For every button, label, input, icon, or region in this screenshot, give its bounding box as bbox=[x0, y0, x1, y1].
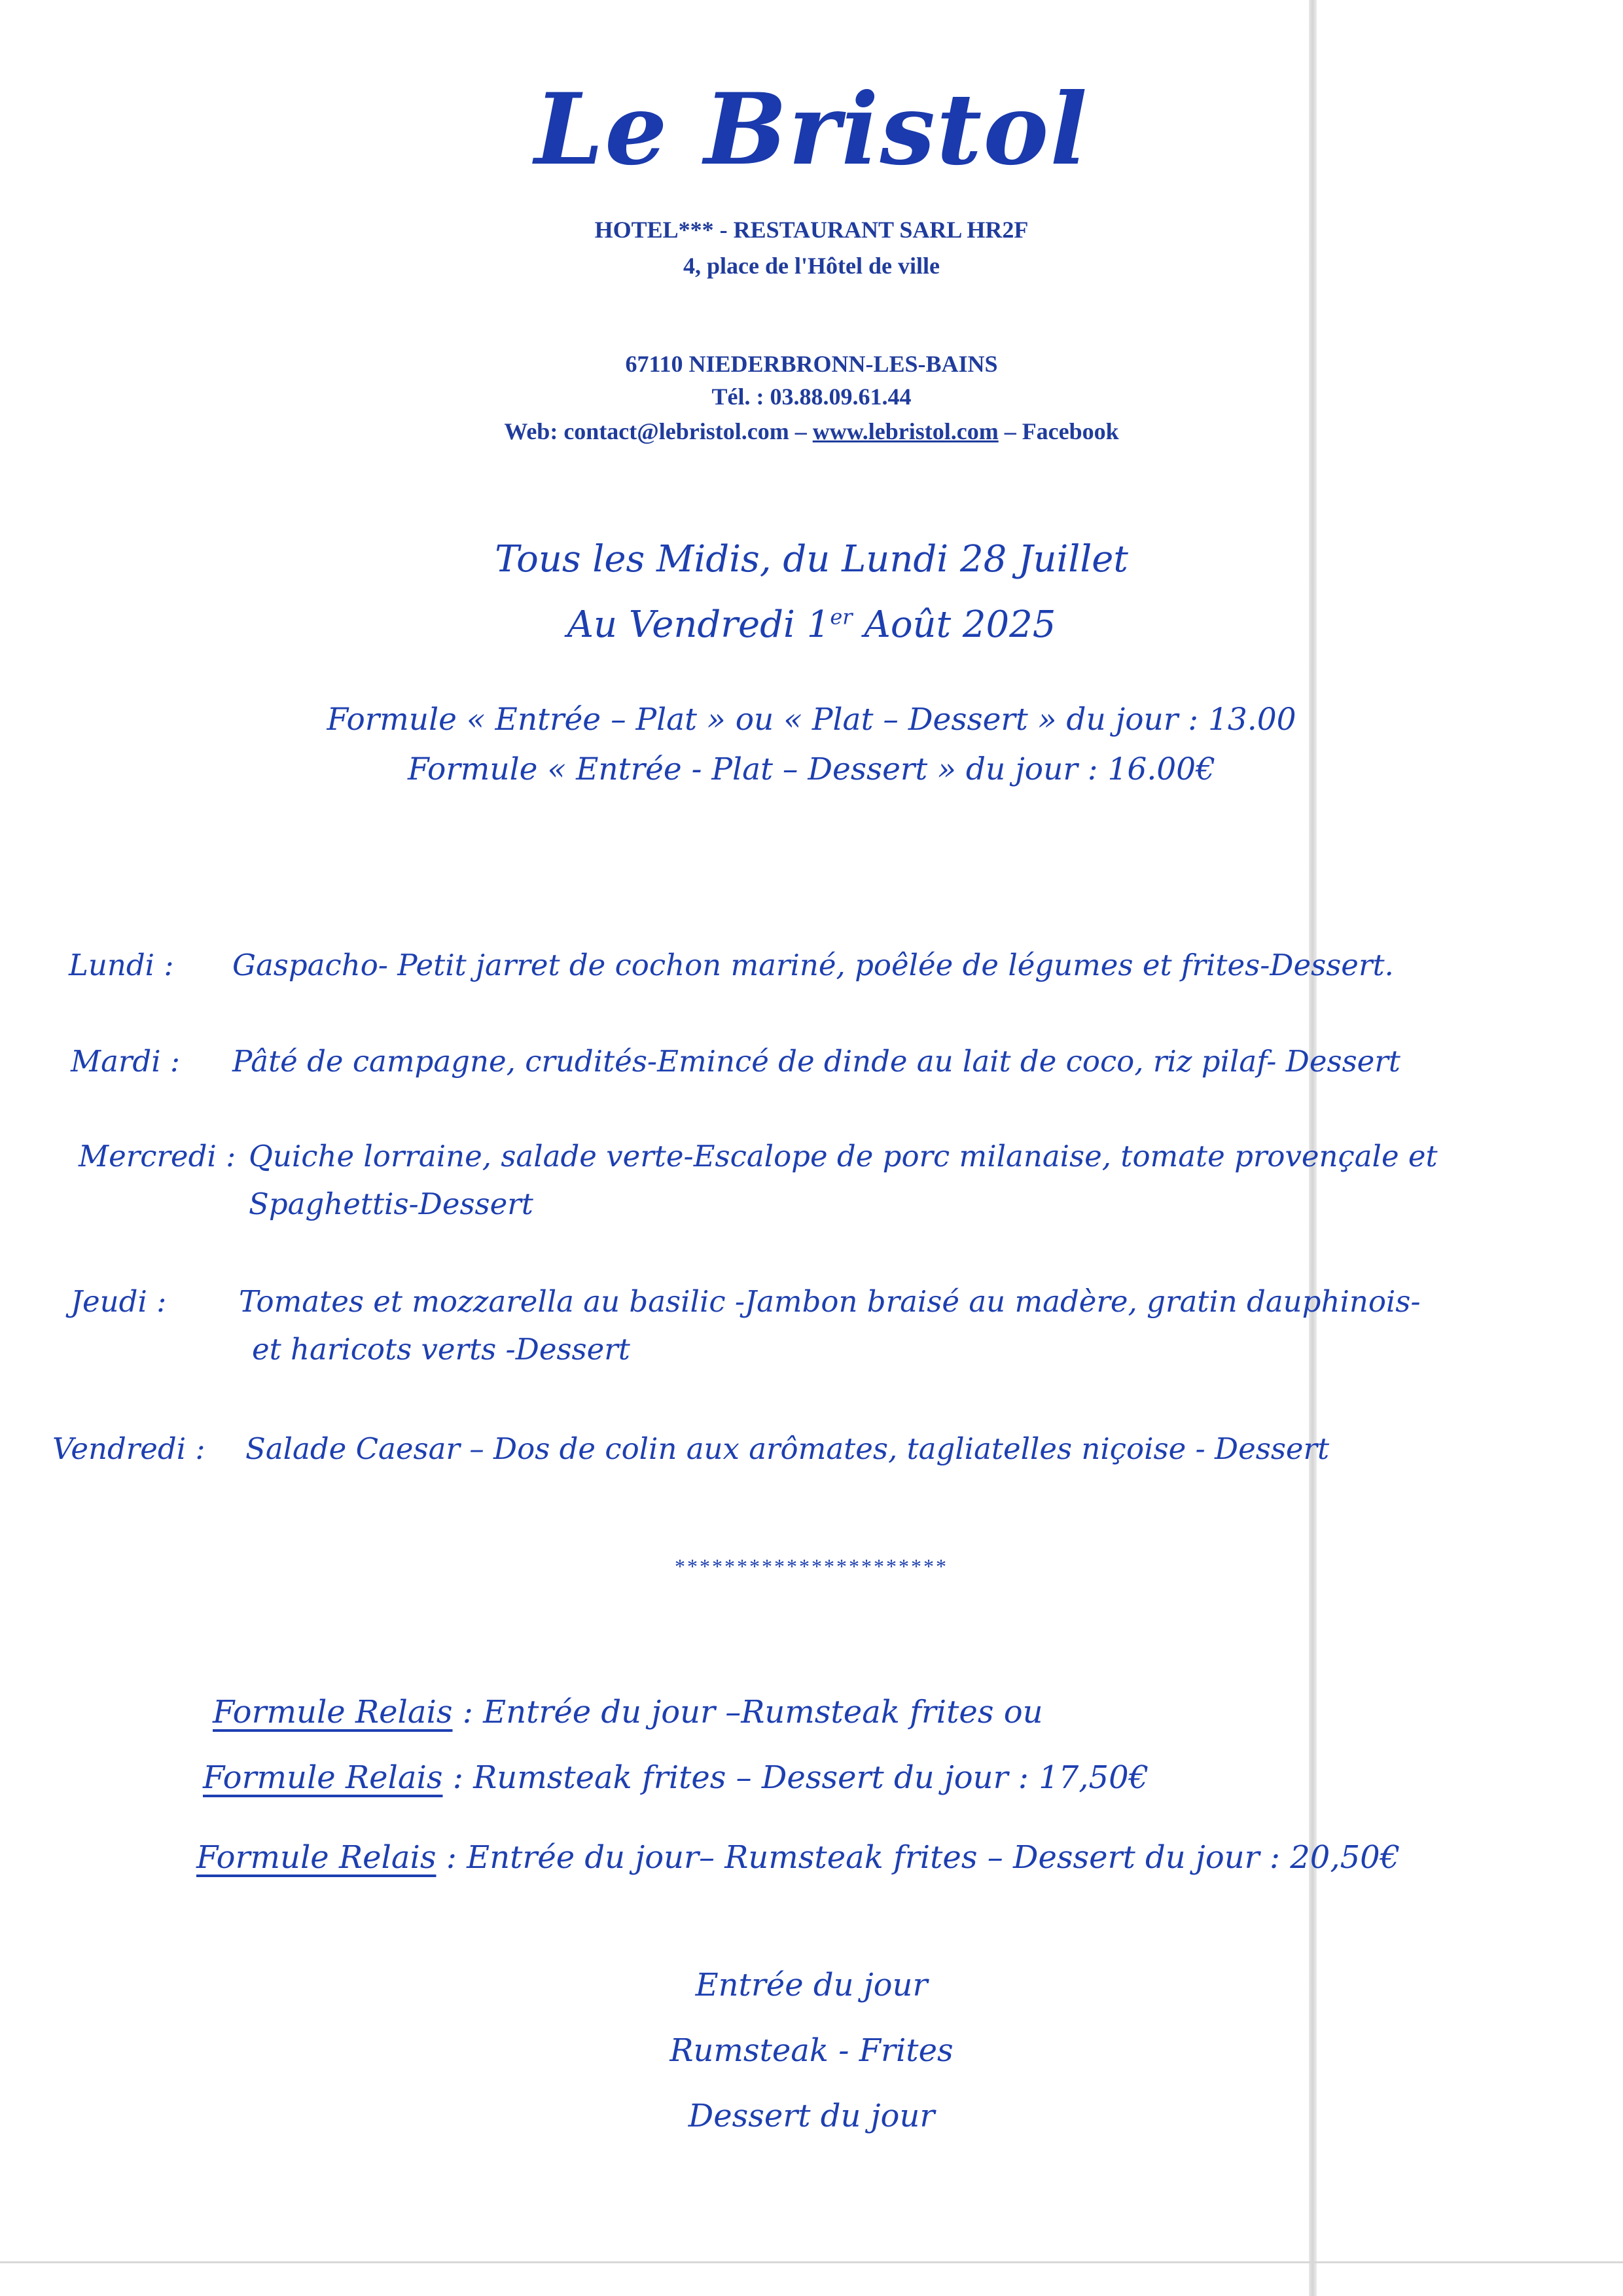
relais-text: : Entrée du jour –Rumsteak frites ou bbox=[452, 1694, 1043, 1731]
relais-label: Formule Relais bbox=[213, 1694, 453, 1731]
relais-line1 bbox=[213, 1694, 1043, 1731]
brand-title: Le Bristol bbox=[534, 72, 1089, 187]
relais-label: Formule Relais bbox=[196, 1839, 437, 1876]
day-menu-mardi: Pâté de campagne, crudités-Emincé de dinde au lait de coco, riz pilaf- Dessert bbox=[232, 1044, 1400, 1079]
day-menu-jeudi-line2: et haricots verts -Dessert bbox=[252, 1332, 630, 1367]
web-suffix: – Facebook bbox=[998, 418, 1119, 444]
relais-label: Formule Relais bbox=[203, 1759, 443, 1796]
bottom-line3: Dessert du jour bbox=[688, 2098, 935, 2134]
day-label-jeudi: Jeudi : bbox=[71, 1284, 167, 1319]
web-line bbox=[0, 418, 1623, 445]
separator-stars: ********************** bbox=[675, 1554, 948, 1578]
relais-line3 bbox=[196, 1839, 1400, 1876]
week-line2-suffix: Août 2025 bbox=[852, 603, 1056, 646]
week-line2-sup: er bbox=[830, 604, 853, 630]
page-bottom-edge bbox=[0, 2261, 1623, 2263]
day-label-mercredi: Mercredi : bbox=[79, 1139, 236, 1174]
day-label-lundi: Lundi : bbox=[69, 948, 174, 982]
day-menu-jeudi-line1: Tomates et mozzarella au basilic -Jambon braisé au madère, gratin dauphinois- bbox=[239, 1284, 1421, 1319]
relais-text: : Entrée du jour– Rumsteak frites – Dessert du jour : 20,50€ bbox=[436, 1839, 1400, 1876]
phone-line: Tél. : 03.88.09.61.44 bbox=[711, 384, 912, 410]
company-line: HOTEL*** - RESTAURANT SARL HR2F bbox=[594, 217, 1029, 243]
web-prefix: Web: contact@lebristol.com – bbox=[504, 418, 813, 444]
website-link[interactable]: www.lebristol.com bbox=[812, 418, 999, 444]
bottom-line2: Rumsteak - Frites bbox=[669, 2032, 954, 2069]
day-menu-lundi: Gaspacho- Petit jarret de cochon mariné, poêlée de légumes et frites-Dessert. bbox=[232, 948, 1394, 982]
formula-line2: Formule « Entrée - Plat – Dessert » du jour : 16.00€ bbox=[407, 751, 1215, 787]
week-title-line2 bbox=[0, 603, 1623, 646]
week-title-line1: Tous les Midis, du Lundi 28 Juillet bbox=[495, 538, 1128, 581]
day-menu-mercredi-line1: Quiche lorraine, salade verte-Escalope de porc milanaise, tomate provençale et bbox=[249, 1139, 1438, 1174]
relais-text: : Rumsteak frites – Dessert du jour : 17,50€ bbox=[442, 1759, 1149, 1796]
day-label-mardi: Mardi : bbox=[71, 1044, 181, 1079]
bottom-line1: Entrée du jour bbox=[695, 1967, 928, 2003]
formula-line1: Formule « Entrée – Plat » ou « Plat – Dessert » du jour : 13.00 bbox=[327, 702, 1296, 738]
relais-line2 bbox=[203, 1759, 1149, 1796]
day-menu-mercredi-line2: Spaghettis-Dessert bbox=[249, 1187, 533, 1221]
week-line2-prefix: Au Vendredi 1 bbox=[567, 603, 830, 646]
day-menu-vendredi: Salade Caesar – Dos de colin aux arômates, tagliatelles niçoise - Dessert bbox=[245, 1431, 1330, 1466]
day-label-vendredi: Vendredi : bbox=[52, 1431, 205, 1466]
city-line: 67110 NIEDERBRONN-LES-BAINS bbox=[625, 351, 998, 377]
address-line: 4, place de l'Hôtel de ville bbox=[683, 253, 940, 279]
